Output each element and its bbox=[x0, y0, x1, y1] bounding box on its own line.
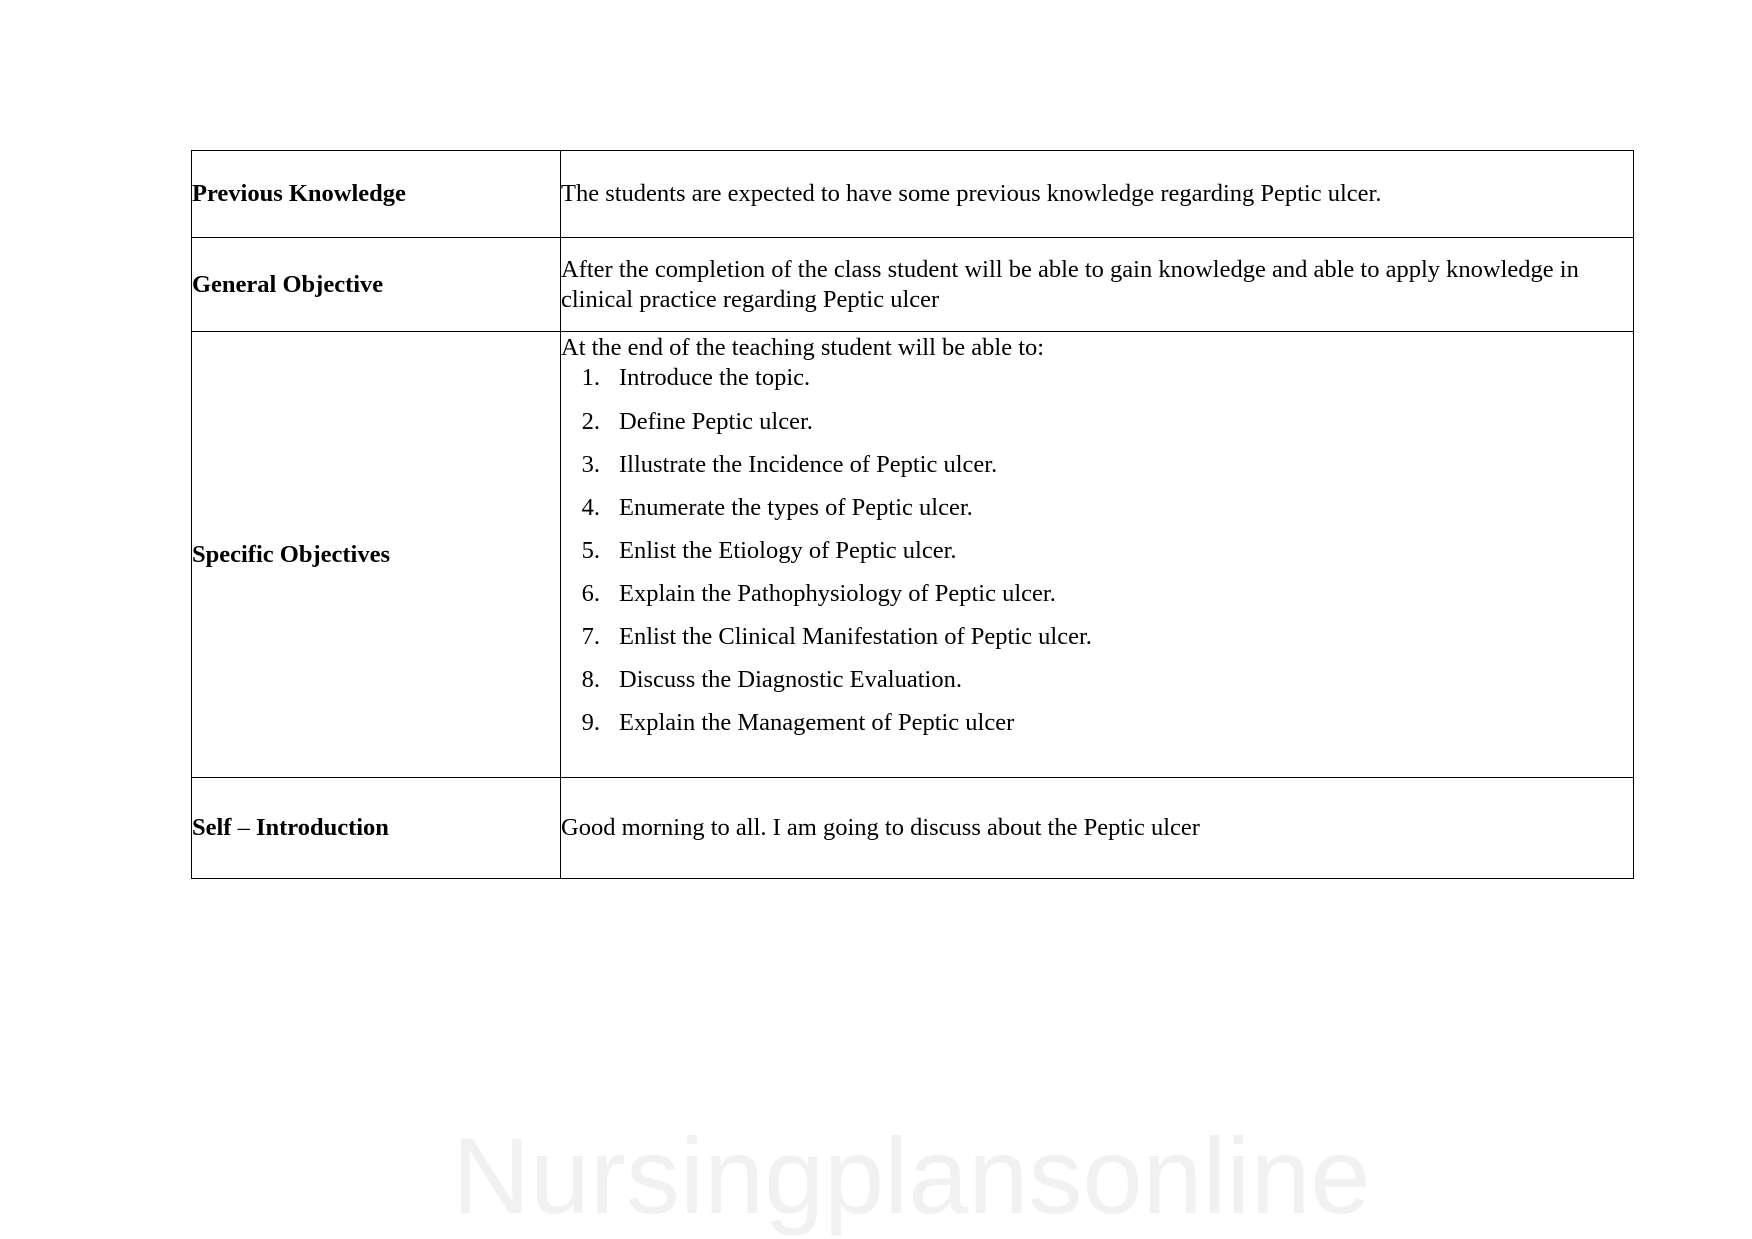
list-item-number: 6. bbox=[581, 580, 600, 607]
list-item bbox=[561, 363, 1633, 407]
list-item-number: 9. bbox=[581, 709, 600, 736]
table-row-previous-knowledge bbox=[192, 151, 1634, 238]
list-item bbox=[561, 450, 1633, 493]
list-item-number: 2. bbox=[581, 408, 600, 435]
table-row-general-objective bbox=[192, 238, 1634, 332]
row-content-general-objective: After the completion of the class student will be able to gain knowledge and able to apply knowledge in clinical practice regarding Peptic ulcer bbox=[561, 238, 1634, 332]
list-item-text: Introduce the topic. bbox=[619, 364, 811, 391]
list-item bbox=[561, 665, 1633, 708]
table-row-specific-objectives bbox=[192, 332, 1634, 778]
label-separator: – bbox=[231, 814, 256, 842]
table-row-self-introduction bbox=[192, 778, 1634, 879]
list-item bbox=[561, 536, 1633, 579]
list-item bbox=[561, 708, 1633, 751]
list-item bbox=[561, 579, 1633, 622]
list-item-text: Enumerate the types of Peptic ulcer. bbox=[619, 494, 973, 521]
list-item-text: Define Peptic ulcer. bbox=[619, 408, 813, 435]
list-item-text: Explain the Pathophysiology of Peptic ulcer. bbox=[619, 580, 1056, 607]
row-content-previous-knowledge: The students are expected to have some previous knowledge regarding Peptic ulcer. bbox=[561, 151, 1634, 238]
list-item-number: 5. bbox=[581, 537, 600, 564]
list-item-number: 3. bbox=[581, 451, 600, 478]
label-part-introduction: Introduction bbox=[255, 814, 389, 842]
watermark-text: Nursingplansonline bbox=[452, 1115, 1371, 1236]
list-item bbox=[561, 407, 1633, 450]
row-label-specific-objectives: Specific Objectives bbox=[192, 332, 561, 778]
row-label-self-introduction bbox=[192, 778, 561, 879]
objective-list bbox=[561, 363, 1633, 751]
specific-objectives-intro: At the end of the teaching student will be able to: bbox=[561, 334, 1045, 361]
row-content-self-introduction: Good morning to all. I am going to discuss about the Peptic ulcer bbox=[561, 778, 1634, 879]
list-item-number: 1. bbox=[581, 364, 600, 391]
list-item-text: Explain the Management of Peptic ulcer bbox=[619, 709, 1015, 736]
label-part-self: Self bbox=[192, 814, 232, 842]
list-item-number: 4. bbox=[581, 494, 600, 521]
list-item-number: 8. bbox=[581, 666, 600, 693]
list-item bbox=[561, 493, 1633, 536]
list-item-text: Enlist the Etiology of Peptic ulcer. bbox=[619, 537, 957, 564]
list-item-number: 7. bbox=[581, 623, 600, 650]
lesson-plan-table bbox=[191, 150, 1634, 879]
list-item-text: Illustrate the Incidence of Peptic ulcer. bbox=[619, 451, 998, 478]
list-item bbox=[561, 622, 1633, 665]
row-label-previous-knowledge: Previous Knowledge bbox=[192, 151, 561, 238]
list-item-text: Discuss the Diagnostic Evaluation. bbox=[619, 666, 962, 693]
list-item-text: Enlist the Clinical Manifestation of Peptic ulcer. bbox=[619, 623, 1092, 650]
row-content-specific-objectives bbox=[561, 332, 1634, 778]
row-label-general-objective: General Objective bbox=[192, 238, 561, 332]
